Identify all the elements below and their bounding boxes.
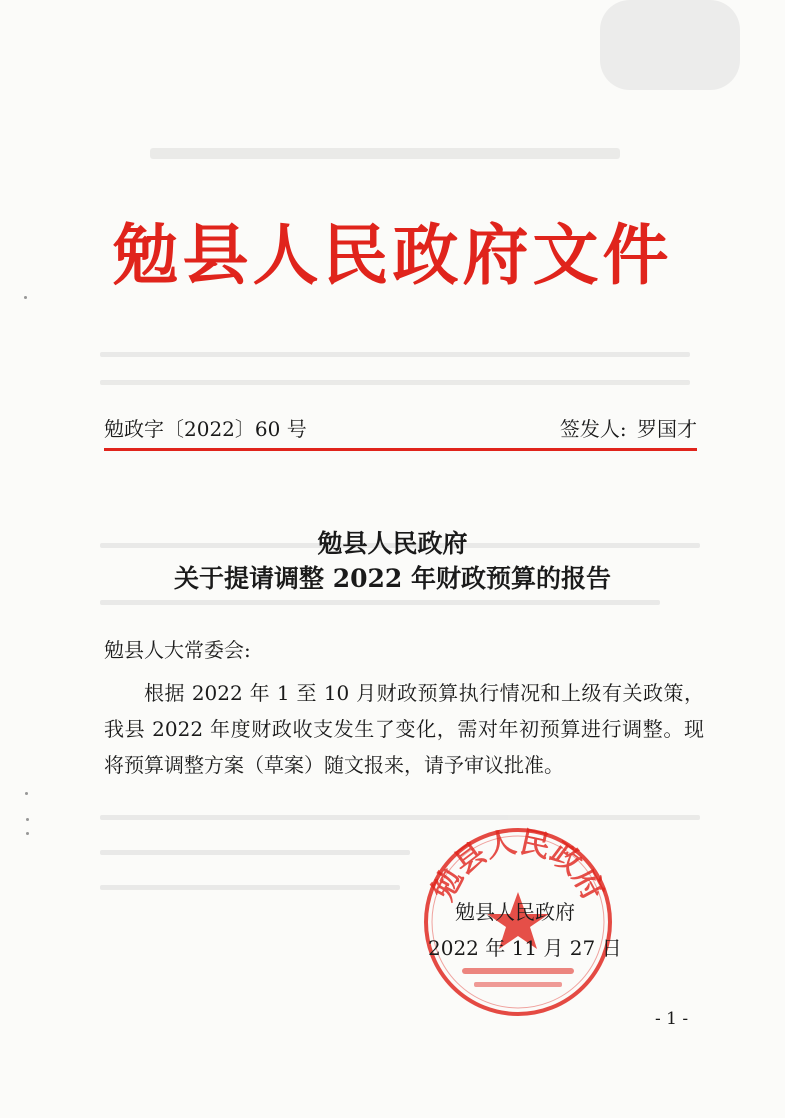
margin-mark xyxy=(26,818,29,821)
body-paragraph: 根据 2022 年 1 至 10 月财政预算执行情况和上级有关政策，我县 2022 年度财政收支发生了变化，需对年初预算进行调整。现将预算调整方案（草案）随文报来，请予审议批准。 xyxy=(104,681,704,777)
signer-name: 罗国才 xyxy=(637,417,697,441)
issuer-name: 勉县人民政府 xyxy=(455,900,575,924)
document-number: 勉政字〔2022〕60 号 xyxy=(104,417,307,441)
margin-mark xyxy=(25,792,28,795)
document-header-title: 勉县人民政府文件 xyxy=(112,216,673,294)
issue-date: 2022 年 11 月 27 日 xyxy=(428,936,622,960)
page-number: - 1 - xyxy=(655,1009,689,1029)
signer-line xyxy=(560,419,697,439)
report-title-line-2: 关于提请调整 2022 年财政预算的报告 xyxy=(174,564,611,593)
margin-mark xyxy=(26,832,29,835)
red-divider-line xyxy=(104,448,697,451)
report-title-line-1: 勉县人民政府 xyxy=(317,529,468,558)
margin-mark xyxy=(24,296,27,299)
seal-text: 勉县人民政府 xyxy=(425,826,611,907)
signer-label: 签发人: xyxy=(559,417,627,441)
salutation: 勉县人大常委会: xyxy=(104,638,251,662)
